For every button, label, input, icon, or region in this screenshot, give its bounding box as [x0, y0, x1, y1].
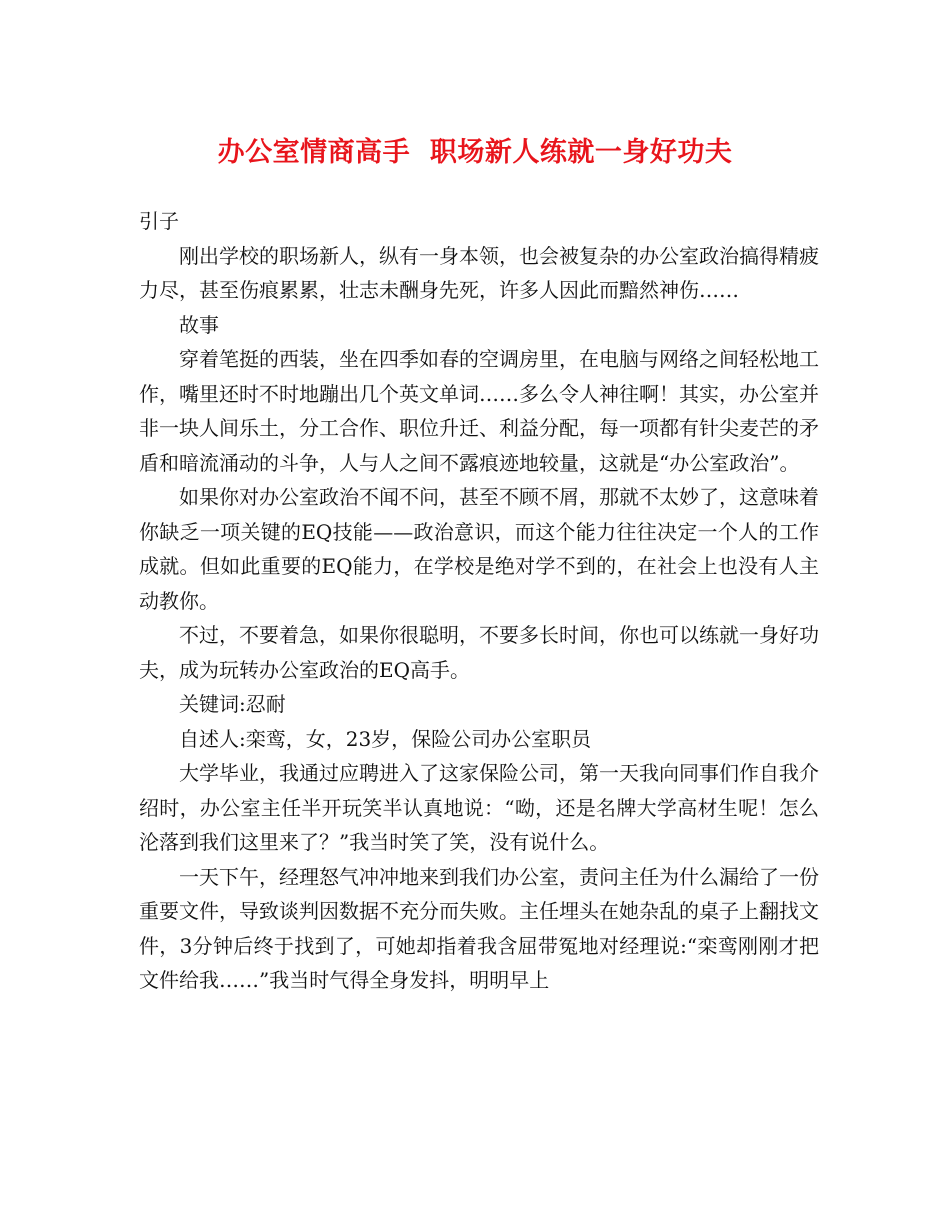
document-body [139, 204, 819, 998]
document-title: 办公室情商高手 职场新人练就一身好功夫 [217, 137, 733, 168]
paragraph-narrator: 自述人:栾鸾，女，23岁，保险公司办公室职员 [179, 726, 592, 751]
paragraph: 如果你对办公室政治不闻不问，甚至不顾不屑，那就不太妙了，这意味着你缺乏一项关键的EQ技能——政治意识，而这个能力往往决定一个人的工作成就。但如此重要的EQ能力，在学校是绝对学不到的，在社会上也没有人主动教你。 [139, 485, 819, 613]
paragraph-intro-heading: 引子 [139, 209, 179, 233]
paragraph: 大学毕业，我通过应聘进入了这家保险公司，第一天我向同事们作自我介绍时，办公室主任半开玩笑半认真地说：“呦，还是名牌大学高材生呢！怎么沦落到我们这里来了？”我当时笑了笑，没有说什么。 [139, 761, 819, 854]
paragraph: 穿着笔挺的西装，坐在四季如春的空调房里，在电脑与网络之间轻松地工作，嘴里还时不时地蹦出几个英文单词……多么令人神往啊！其实，办公室并非一块人间乐土，分工合作、职位升迁、利益分配，每一项都有针尖麦芒的矛盾和暗流涌动的斗争，人与人之间不露痕迹地较量，这就是“办公室政治”。 [139, 347, 819, 475]
paragraph: 一天下午，经理怒气冲冲地来到我们办公室，责问主任为什么漏给了一份重要文件，导致谈判因数据不充分而失败。主任埋头在她杂乱的桌子上翻找文件，3分钟后终于找到了，可她却指着我含屈带冤地对经理说:“栾鸾刚刚才把文件给我……”我当时气得全身发抖，明明早上 [139, 864, 819, 992]
paragraph-keyword: 关键词:忍耐 [179, 692, 286, 716]
paragraph-story-heading: 故事 [179, 312, 219, 337]
paragraph: 刚出学校的职场新人，纵有一身本领，也会被复杂的办公室政治搞得精疲力尽，甚至伤痕累累，壮志未酬身先死，许多人因此而黯然神伤…… [139, 243, 819, 302]
paragraph: 不过，不要着急，如果你很聪明，不要多长时间，你也可以练就一身好功夫，成为玩转办公室政治的EQ高手。 [139, 623, 819, 682]
